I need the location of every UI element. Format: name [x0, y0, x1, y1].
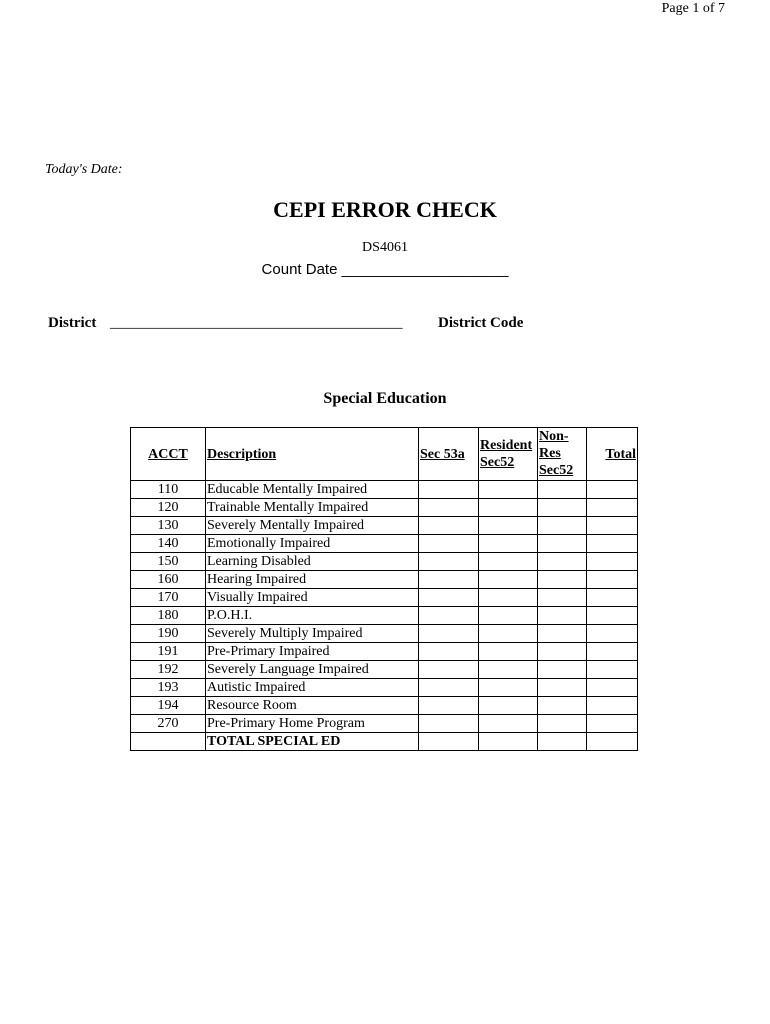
acct-cell: 192 [131, 661, 206, 679]
description-cell: Pre-Primary Impaired [206, 643, 419, 661]
todays-date-label: Today's Date: [45, 162, 123, 177]
sec53a-cell[interactable] [419, 553, 479, 571]
acct-cell: 140 [131, 535, 206, 553]
resident-sec52-cell[interactable] [479, 517, 538, 535]
total-cell[interactable] [587, 733, 638, 751]
acct-cell: 170 [131, 589, 206, 607]
acct-cell: 194 [131, 697, 206, 715]
nonres-sec52-cell[interactable] [538, 697, 587, 715]
resident-sec52-cell[interactable] [479, 715, 538, 733]
description-cell: P.O.H.I. [206, 607, 419, 625]
description-cell: Severely Language Impaired [206, 661, 419, 679]
description-cell: Learning Disabled [206, 553, 419, 571]
form-code: DS4061 [362, 240, 408, 255]
header-nonres-line3: Sec52 [539, 463, 574, 478]
nonres-sec52-cell[interactable] [538, 643, 587, 661]
acct-cell [131, 733, 206, 751]
acct-cell: 193 [131, 679, 206, 697]
sec53a-cell[interactable] [419, 697, 479, 715]
nonres-sec52-cell[interactable] [538, 499, 587, 517]
acct-cell: 130 [131, 517, 206, 535]
table-row [131, 643, 638, 661]
table-row [131, 625, 638, 643]
header-description: Description [206, 428, 419, 481]
nonres-sec52-cell[interactable] [538, 481, 587, 499]
acct-cell: 191 [131, 643, 206, 661]
description-cell: Trainable Mentally Impaired [206, 499, 419, 517]
resident-sec52-cell[interactable] [479, 733, 538, 751]
resident-sec52-cell[interactable] [479, 661, 538, 679]
total-cell[interactable] [587, 535, 638, 553]
nonres-sec52-cell[interactable] [538, 661, 587, 679]
total-cell[interactable] [587, 661, 638, 679]
header-nonres-sec52 [538, 428, 587, 481]
resident-sec52-cell[interactable] [479, 589, 538, 607]
resident-sec52-cell[interactable] [479, 571, 538, 589]
nonres-sec52-cell[interactable] [538, 625, 587, 643]
nonres-sec52-cell[interactable] [538, 535, 587, 553]
table-row [131, 553, 638, 571]
total-cell[interactable] [587, 643, 638, 661]
table-row [131, 589, 638, 607]
description-cell: TOTAL SPECIAL ED [206, 733, 419, 751]
sec53a-cell[interactable] [419, 571, 479, 589]
sec53a-cell[interactable] [419, 643, 479, 661]
sec53a-cell[interactable] [419, 715, 479, 733]
description-cell: Emotionally Impaired [206, 535, 419, 553]
sec53a-cell[interactable] [419, 589, 479, 607]
total-cell[interactable] [587, 679, 638, 697]
sec53a-cell[interactable] [419, 661, 479, 679]
acct-cell: 110 [131, 481, 206, 499]
district-blank-line: _______________________________________ [110, 315, 403, 331]
header-sec53a: Sec 53a [419, 428, 479, 481]
table-row [131, 571, 638, 589]
table-row [131, 517, 638, 535]
description-cell: Visually Impaired [206, 589, 419, 607]
description-cell: Pre-Primary Home Program [206, 715, 419, 733]
resident-sec52-cell[interactable] [479, 697, 538, 715]
total-cell[interactable] [587, 499, 638, 517]
header-total: Total [587, 428, 638, 481]
total-cell[interactable] [587, 715, 638, 733]
total-cell[interactable] [587, 625, 638, 643]
district-label: District [48, 315, 97, 331]
description-cell: Autistic Impaired [206, 679, 419, 697]
sec53a-cell[interactable] [419, 625, 479, 643]
table-row [131, 535, 638, 553]
nonres-sec52-cell[interactable] [538, 553, 587, 571]
resident-sec52-cell[interactable] [479, 535, 538, 553]
acct-cell: 150 [131, 553, 206, 571]
header-resident-sec52 [479, 428, 538, 481]
acct-cell: 120 [131, 499, 206, 517]
description-cell: Severely Mentally Impaired [206, 517, 419, 535]
resident-sec52-cell[interactable] [479, 625, 538, 643]
resident-sec52-cell[interactable] [479, 643, 538, 661]
header-acct: ACCT [131, 428, 206, 481]
nonres-sec52-cell[interactable] [538, 733, 587, 751]
table-row [131, 715, 638, 733]
acct-cell: 180 [131, 607, 206, 625]
sec53a-cell[interactable] [419, 481, 479, 499]
section-title: Special Education [323, 390, 447, 407]
resident-sec52-cell[interactable] [479, 499, 538, 517]
resident-sec52-cell[interactable] [479, 553, 538, 571]
nonres-sec52-cell[interactable] [538, 589, 587, 607]
nonres-sec52-cell[interactable] [538, 571, 587, 589]
total-cell[interactable] [587, 481, 638, 499]
resident-sec52-cell[interactable] [479, 481, 538, 499]
total-cell[interactable] [587, 553, 638, 571]
table-row [131, 607, 638, 625]
table-row [131, 697, 638, 715]
sec53a-cell[interactable] [419, 499, 479, 517]
header-nonres-line1: Non- [539, 429, 569, 444]
header-nonres-line2: Res [539, 446, 561, 461]
nonres-sec52-cell[interactable] [538, 715, 587, 733]
total-row [131, 733, 638, 751]
sec53a-cell[interactable] [419, 733, 479, 751]
resident-sec52-cell[interactable] [479, 607, 538, 625]
count-date-field: Count Date ____________________ [261, 261, 509, 278]
sec53a-cell[interactable] [419, 517, 479, 535]
sec53a-cell[interactable] [419, 535, 479, 553]
table-row [131, 481, 638, 499]
resident-sec52-cell[interactable] [479, 679, 538, 697]
acct-cell: 270 [131, 715, 206, 733]
nonres-sec52-cell[interactable] [538, 517, 587, 535]
total-cell[interactable] [587, 571, 638, 589]
table-header-row [131, 428, 638, 481]
sec53a-cell[interactable] [419, 607, 479, 625]
total-cell[interactable] [587, 589, 638, 607]
header-resident-line1: Resident [480, 438, 533, 453]
acct-cell: 190 [131, 625, 206, 643]
page-number: Page 1 of 7 [661, 1, 725, 16]
description-cell: Educable Mentally Impaired [206, 481, 419, 499]
sec53a-cell[interactable] [419, 679, 479, 697]
table-row [131, 679, 638, 697]
nonres-sec52-cell[interactable] [538, 607, 587, 625]
table-row [131, 499, 638, 517]
header-resident-line2: Sec52 [480, 455, 515, 470]
acct-cell: 160 [131, 571, 206, 589]
special-education-table [130, 427, 638, 751]
description-cell: Severely Multiply Impaired [206, 625, 419, 643]
description-cell: Hearing Impaired [206, 571, 419, 589]
table-row [131, 661, 638, 679]
district-code-label: District Code [438, 315, 524, 331]
total-cell[interactable] [587, 697, 638, 715]
document-title: CEPI ERROR CHECK [273, 197, 497, 222]
total-cell[interactable] [587, 607, 638, 625]
nonres-sec52-cell[interactable] [538, 679, 587, 697]
description-cell: Resource Room [206, 697, 419, 715]
total-cell[interactable] [587, 517, 638, 535]
